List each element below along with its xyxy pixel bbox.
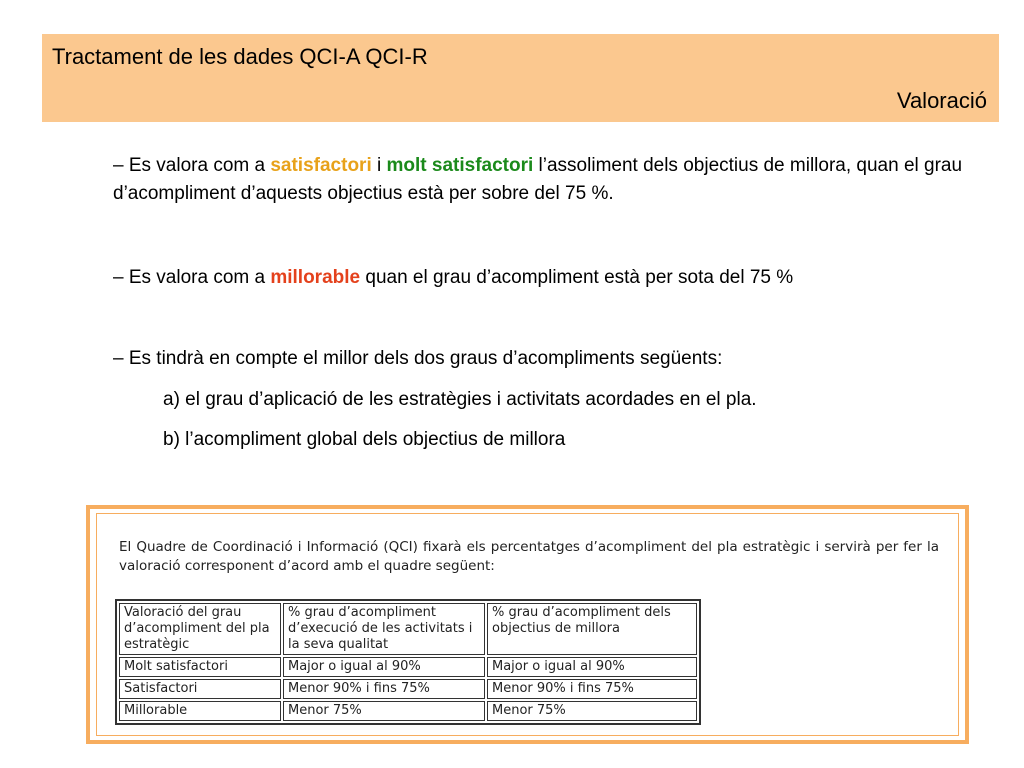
p1-mid: i	[371, 155, 387, 176]
table-row	[119, 657, 697, 677]
table-cell: Menor 75%	[487, 701, 697, 721]
qci-box	[86, 505, 969, 744]
term-millorable: millorable	[270, 267, 361, 288]
criteria-item-a: a) el grau d’aplicació de les estratègies i activitats acordades en el pla.	[163, 389, 757, 410]
paragraph-satisfactori	[113, 152, 973, 208]
table-cell: Menor 90% i fins 75%	[283, 679, 485, 699]
table-header-row	[119, 603, 697, 655]
slide-subtitle: Valoració	[896, 88, 987, 113]
table-cell: Satisfactori	[119, 679, 281, 699]
p2-suffix: quan el grau d’acompliment està per sota del 75 %	[360, 267, 794, 288]
slide-header	[42, 34, 999, 122]
qci-intro-text: El Quadre de Coordinació i Informació (QCI) fixarà els percentatges d’acompliment del pla estratègic i servirà per fer la valoració corresponent d’acord amb el quadre següent:	[119, 539, 939, 574]
table-row	[119, 679, 697, 699]
table-cell: Menor 90% i fins 75%	[487, 679, 697, 699]
table-cell: Molt satisfactori	[119, 657, 281, 677]
p1-suffix: l’assoliment dels objectius de millora, quan el grau d’acompliment d’aquests objectius està per sobre del 75 %.	[113, 155, 963, 204]
table-row	[119, 701, 697, 721]
valoracio-table	[115, 599, 701, 725]
paragraph-criteria: – Es tindrà en compte el millor dels dos graus d’acompliments següents:	[113, 348, 723, 369]
table-header-cell: % grau d’acompliment d’execució de les activitats i la seva qualitat	[283, 603, 485, 655]
table-header-cell: Valoració del grau d’acompliment del pla estratègic	[119, 603, 281, 655]
table-cell: Millorable	[119, 701, 281, 721]
p1-prefix: – Es valora com a	[113, 155, 271, 176]
term-satisfactori: satisfactori	[270, 155, 372, 176]
slide-title: Tractament de les dades QCI-A QCI-R	[52, 44, 428, 69]
p2-prefix: – Es valora com a	[113, 267, 271, 288]
term-molt-satisfactori: molt satisfactori	[386, 155, 534, 176]
qci-box-inner	[96, 513, 959, 736]
paragraph-millorable	[113, 264, 793, 292]
table-cell: Menor 75%	[283, 701, 485, 721]
table-cell: Major o igual al 90%	[283, 657, 485, 677]
table-header-cell: % grau d’acompliment dels objectius de millora	[487, 603, 697, 655]
criteria-item-b: b) l’acompliment global dels objectius de millora	[163, 429, 566, 450]
table-cell: Major o igual al 90%	[487, 657, 697, 677]
